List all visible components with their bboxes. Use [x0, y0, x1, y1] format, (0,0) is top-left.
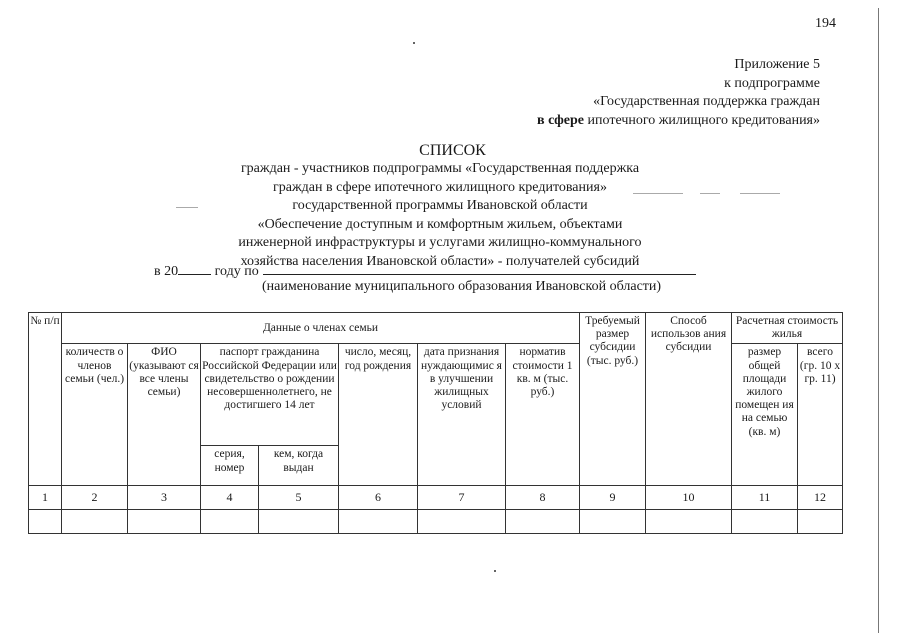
- empty-data-cell: [418, 510, 506, 534]
- column-number-cell: 1: [29, 486, 62, 510]
- col-header-issued: кем, когда выдан: [259, 446, 339, 486]
- municipality-blank-field: [263, 262, 696, 275]
- scan-speck: [413, 42, 415, 44]
- col-header-method: Способ использов ания субсидии: [646, 313, 732, 486]
- empty-data-cell: [259, 510, 339, 534]
- col-header-members: количеств о членов семьи (чел.): [62, 344, 128, 486]
- empty-data-cell: [506, 510, 580, 534]
- document-title: СПИСОК: [419, 142, 486, 159]
- year-middle: году по: [214, 264, 259, 279]
- scan-artifact: [740, 193, 780, 194]
- column-number-cell: 2: [62, 486, 128, 510]
- heading-line: «Обеспечение доступным и комфортным жильем, объектами: [257, 216, 623, 232]
- year-line: [154, 262, 696, 280]
- empty-data-cell: [128, 510, 201, 534]
- col-header-birth: число, месяц, год рождения: [339, 344, 418, 486]
- page-number: 194: [815, 16, 836, 31]
- empty-data-cell: [798, 510, 843, 534]
- appendix-bold-text: в сфере: [537, 112, 585, 128]
- empty-data-cell: [62, 510, 128, 534]
- empty-data-cell: [646, 510, 732, 534]
- col-header-passport: паспорт гражданина Российской Федерации или свидетельство о рождении несовершеннолетнего, не достигшего 14 лет: [201, 344, 339, 446]
- column-number-cell: 6: [339, 486, 418, 510]
- heading-line: граждан в сфере ипотечного жилищного кредитования»: [273, 179, 607, 195]
- year-blank-field: [178, 262, 211, 275]
- column-number-cell: 9: [580, 486, 646, 510]
- year-prefix: в 20: [154, 264, 179, 279]
- column-number-cell: 7: [418, 486, 506, 510]
- col-header-recognition: дата признания нуждающимис я в улучшении жилищных условий: [418, 344, 506, 486]
- empty-data-cell: [339, 510, 418, 534]
- document-heading: [180, 160, 700, 272]
- appendix-line-rest: ипотечного жилищного кредитования»: [587, 112, 820, 128]
- col-header-fio: ФИО (указывают ся все члены семьи): [128, 344, 201, 486]
- col-header-norm: норматив стоимости 1 кв. м (тыс. руб.): [506, 344, 580, 486]
- empty-data-cell: [201, 510, 259, 534]
- heading-line: инженерной инфраструктуры и услугами жилищно-коммунального: [238, 235, 642, 251]
- column-number-cell: 11: [732, 486, 798, 510]
- appendix-line: «Государственная поддержка граждан: [593, 94, 820, 109]
- appendix-line: [537, 112, 820, 131]
- col-header-number: № п/п: [29, 313, 62, 486]
- heading-line: хозяйства населения Ивановской области» - получателей субсидий: [240, 253, 640, 269]
- empty-data-cell: [29, 510, 62, 534]
- scan-artifact: [700, 193, 720, 194]
- col-header-subsidy: Требуемый размер субсидии (тыс. руб.): [580, 313, 646, 486]
- col-header-series: серия, номер: [201, 446, 259, 486]
- column-number-cell: 10: [646, 486, 732, 510]
- scan-speck: [494, 570, 496, 572]
- municipality-caption: (наименование муниципального образования Ивановской области): [262, 279, 662, 294]
- appendix-line: Приложение 5: [734, 57, 820, 72]
- appendix-block: [537, 56, 820, 130]
- column-number-cell: 12: [798, 486, 843, 510]
- heading-line: государственной программы Ивановской области: [292, 198, 588, 214]
- appendix-line: к подпрограмме: [724, 75, 820, 91]
- group-header-family: Данные о членах семьи: [62, 313, 580, 344]
- recipients-table: [28, 312, 843, 534]
- heading-line: граждан - участников подпрограммы «Государственная поддержка: [240, 161, 640, 176]
- scan-edge-line: [878, 8, 879, 633]
- col-header-total: всего (гр. 10 х гр. 11): [798, 344, 843, 486]
- column-number-cell: 4: [201, 486, 259, 510]
- column-number-cell: 5: [259, 486, 339, 510]
- group-header-calc: Расчетная стоимость жилья: [732, 313, 843, 344]
- column-number-cell: 8: [506, 486, 580, 510]
- empty-data-cell: [732, 510, 798, 534]
- col-header-area: размер общей площади жилого помещен ия на семью (кв. м): [732, 344, 798, 486]
- column-number-cell: 3: [128, 486, 201, 510]
- empty-data-cell: [580, 510, 646, 534]
